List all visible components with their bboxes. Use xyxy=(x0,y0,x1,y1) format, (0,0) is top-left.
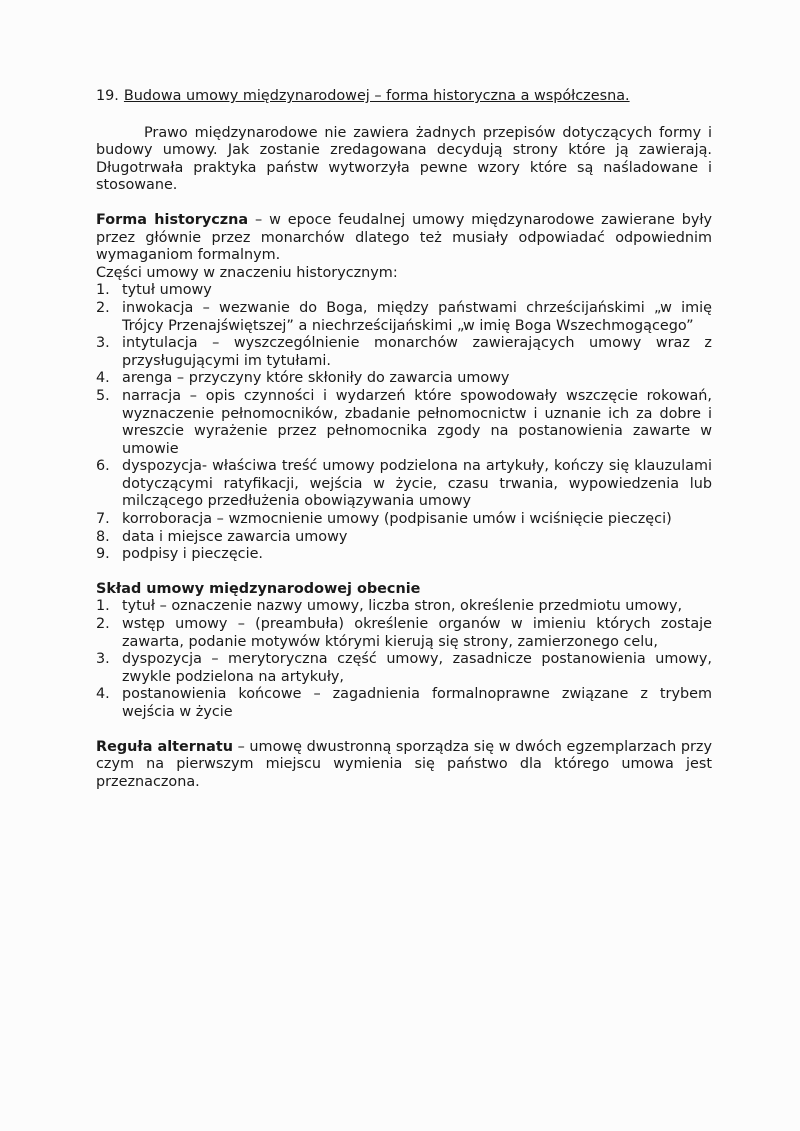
list-item-text: tytuł – oznaczenie nazwy umowy, liczba stron, określenie przedmiotu umowy, xyxy=(122,598,683,615)
list-item-number: 3. xyxy=(96,335,110,352)
intro-paragraph: Prawo międzynarodowe nie zawiera żadnych przepisów dotyczących formy i budowy umowy. Jak zostanie zredagowana decydują strony które ją zawierają. Długotrwała praktyka państw wytworzyła pewne wzory które są naśladowane i stosowane. xyxy=(96,124,712,194)
list-item xyxy=(96,335,712,370)
page-title xyxy=(96,88,712,106)
list-item-text: postanowienia końcowe – zagadnienia formalnoprawne związane z trybem wejścia w życie xyxy=(122,686,712,720)
list-item xyxy=(96,282,712,300)
list-item-text: arenga – przyczyny które skłoniły do zawarcia umowy xyxy=(122,370,510,387)
list-item-text: korroboracja – wzmocnienie umowy (podpisanie umów i wciśnięcie pieczęci) xyxy=(122,511,672,528)
list-item-text: dyspozycja- właściwa treść umowy podzielona na artykuły, kończy się klauzulami dotyczącymi ratyfikacji, wejścia w życie, czasu trwania, wypowiedzenia lub milczącego przedłużenia obowiązywania umowy xyxy=(122,458,712,510)
list-item xyxy=(96,529,712,547)
list-item xyxy=(96,598,712,616)
list-item xyxy=(96,511,712,529)
list-item xyxy=(96,370,712,388)
list-item-number: 5. xyxy=(96,387,110,404)
list-item-text: podpisy i pieczęcie. xyxy=(122,546,264,563)
list-item xyxy=(96,651,712,686)
list-item-text: wstęp umowy – (preambuła) określenie organów w imieniu których zostaje zawarta, podanie motywów którymi kierują się strony, zamierzonego celu, xyxy=(122,616,712,650)
list-item-text: inwokacja – wezwanie do Boga, między państwami chrześcijańskimi „w imię Trójcy Przenajświętszej” a niechrześcijańskimi „w imię Boga Wszechmogącego” xyxy=(122,299,712,334)
list-item-number: 4. xyxy=(96,686,110,703)
list-item-number: 1. xyxy=(96,598,110,615)
title-text: Budowa umowy międzynarodowej – forma historyczna a współczesna. xyxy=(123,88,630,104)
list-item-number: 3. xyxy=(96,651,110,668)
list-item-number: 2. xyxy=(96,299,110,316)
alternat-lead: Reguła alternatu xyxy=(96,738,233,755)
list-item-number: 6. xyxy=(96,458,110,475)
list-item-text: data i miejsce zawarcia umowy xyxy=(122,528,348,545)
list-item xyxy=(96,458,712,511)
list-item-number: 2. xyxy=(96,616,110,633)
list-item-number: 7. xyxy=(96,511,110,528)
alternat-body: – umowę dwustronną sporządza się w dwóch egzemplarzach przy czym na pierwszym miejscu wymienia się państwo dla którego umowa jest przeznaczona. xyxy=(96,738,712,790)
list-item xyxy=(96,300,712,335)
list-item-number: 8. xyxy=(96,528,110,545)
list-item-text: tytuł umowy xyxy=(122,282,212,299)
modern-heading: Skład umowy międzynarodowej obecnie xyxy=(96,580,421,597)
list-item xyxy=(96,388,712,458)
title-number: 19. xyxy=(96,88,119,104)
list-item xyxy=(96,686,712,721)
list-item xyxy=(96,616,712,651)
list-item-text: narracja – opis czynności i wydarzeń które spowodowały wszczęcie rokowań, wyznaczenie pełnomocników, zbadanie pełnomocnictw i uznanie ich za dobre i wreszcie wyrażenie przez pełnomocnika zgody na postanowienia zawarte w umowie xyxy=(122,387,712,457)
historical-list xyxy=(96,282,712,564)
historical-lead: Forma historyczna xyxy=(96,211,249,228)
list-item-text: dyspozycja – merytoryczna część umowy, zasadnicze postanowienia umowy, zwykle podzielona na artykuły, xyxy=(122,651,712,685)
alternat-paragraph xyxy=(96,739,712,792)
historical-body: – w epoce feudalnej umowy międzynarodowe zawierane były przez głównie przez monarchów dlatego też musiały odpowiadać odpowiednim wymaganiom formalnym. xyxy=(96,211,712,264)
list-item-text: intytulacja – wyszczególnienie monarchów zawierających umowy wraz z przysługującymi im tytułami. xyxy=(122,335,712,369)
list-item-number: 4. xyxy=(96,370,110,387)
list-item-number: 9. xyxy=(96,546,110,563)
list-item-number: 1. xyxy=(96,282,110,299)
historical-paragraph xyxy=(96,212,712,265)
historical-list-intro: Części umowy w znaczeniu historycznym: xyxy=(96,264,398,281)
modern-list xyxy=(96,598,712,721)
list-item xyxy=(96,546,712,564)
